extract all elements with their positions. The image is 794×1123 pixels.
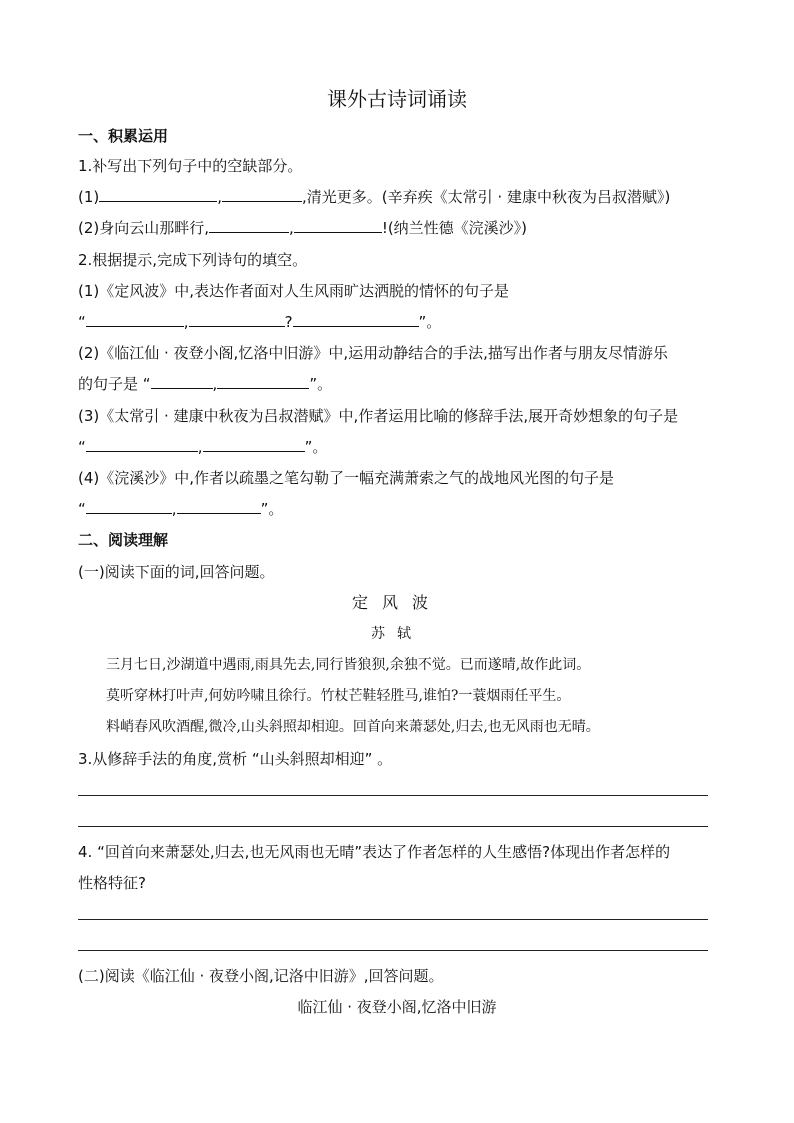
fill-blank[interactable] — [222, 187, 302, 202]
fill-blank[interactable] — [209, 218, 289, 233]
fill-blank[interactable] — [203, 437, 305, 452]
question-2-prompt-3: (3)《太常引 · 建康中秋夜为吕叔潜赋》中,作者运用比喻的修辞手法,展开奇妙想象的句子是 — [78, 407, 679, 425]
fill-blank[interactable] — [86, 312, 184, 327]
section-heading-accumulation: 一、积累运用 — [78, 127, 169, 145]
answer-line[interactable] — [78, 826, 708, 827]
answer-line[interactable] — [78, 795, 708, 796]
question-2-answer-2: 的句子是 “ , ”。 — [78, 375, 333, 393]
fill-blank[interactable] — [86, 499, 172, 514]
question-3: 3.从修辞手法的角度,赏析 “山头斜照却相迎” 。 — [78, 750, 393, 768]
answer-line[interactable] — [78, 919, 708, 920]
question-1-stem: 1.补写出下列句子中的空缺部分。 — [78, 157, 303, 175]
question-1-item-1: (1) , ,清光更多。(辛弃疾《太常引 · 建康中秋夜为吕叔潜赋》) — [78, 188, 671, 206]
question-2-answer-3: “ , ”。 — [78, 438, 328, 456]
reading-part-2-intro: (二)阅读《临江仙 · 夜登小阁,记洛中旧游》,回答问题。 — [78, 967, 444, 985]
question-2-stem: 2.根据提示,完成下列诗句的填空。 — [78, 251, 308, 269]
question-2-answer-1: “ , ? ”。 — [78, 313, 442, 331]
question-2-prompt-4: (4)《浣溪沙》中,作者以疏墨之笔勾勒了一幅充满萧索之气的战地风光图的句子是 — [78, 469, 615, 487]
question-1-item-2: (2)身向云山那畔行, , !(纳兰性德《浣溪沙》) — [78, 219, 528, 237]
poem-1-title: 定风波 — [351, 593, 442, 612]
poem-1-stanza-1: 莫听穿林打叶声,何妨吟啸且徐行。竹杖芒鞋轻胜马,谁怕?一蓑烟雨任平生。 — [106, 688, 571, 704]
fill-blank[interactable] — [99, 187, 217, 202]
question-4-line-1: 4. “回首向来萧瑟处,归去,也无风雨也无晴”表达了作者怎样的人生感悟?体现出作者怎样的 — [78, 843, 671, 861]
poem-2-title: 临江仙 · 夜登小阁,忆洛中旧游 — [297, 998, 497, 1016]
fill-blank[interactable] — [177, 499, 261, 514]
fill-blank[interactable] — [293, 312, 419, 327]
reading-part-1-intro: (一)阅读下面的词,回答问题。 — [78, 563, 275, 581]
section-heading-reading: 二、阅读理解 — [78, 531, 169, 549]
fill-blank[interactable] — [294, 218, 382, 233]
question-2-prompt-1: (1)《定风波》中,表达作者面对人生风雨旷达洒脱的情怀的句子是 — [78, 282, 510, 300]
answer-line[interactable] — [78, 950, 708, 951]
page-title: 课外古诗词诵读 — [327, 87, 467, 111]
fill-blank[interactable] — [151, 374, 213, 389]
fill-blank[interactable] — [217, 374, 309, 389]
question-2-prompt-2: (2)《临江仙 · 夜登小阁,忆洛中旧游》中,运用动静结合的手法,描写出作者与朋友尽情游乐 — [78, 344, 668, 362]
poem-1-stanza-2: 料峭春风吹酒醒,微冷,山头斜照却相迎。回首向来萧瑟处,归去,也无风雨也无晴。 — [106, 719, 600, 735]
poem-1-preface: 三月七日,沙湖道中遇雨,雨具先去,同行皆狼狈,余独不觉。已而遂晴,故作此词。 — [106, 657, 591, 673]
question-2-answer-4: “ , ”。 — [78, 500, 284, 518]
poem-1-author: 苏轼 — [371, 626, 423, 642]
fill-blank[interactable] — [86, 437, 198, 452]
question-4-line-2: 性格特征? — [78, 874, 146, 892]
fill-blank[interactable] — [189, 312, 285, 327]
